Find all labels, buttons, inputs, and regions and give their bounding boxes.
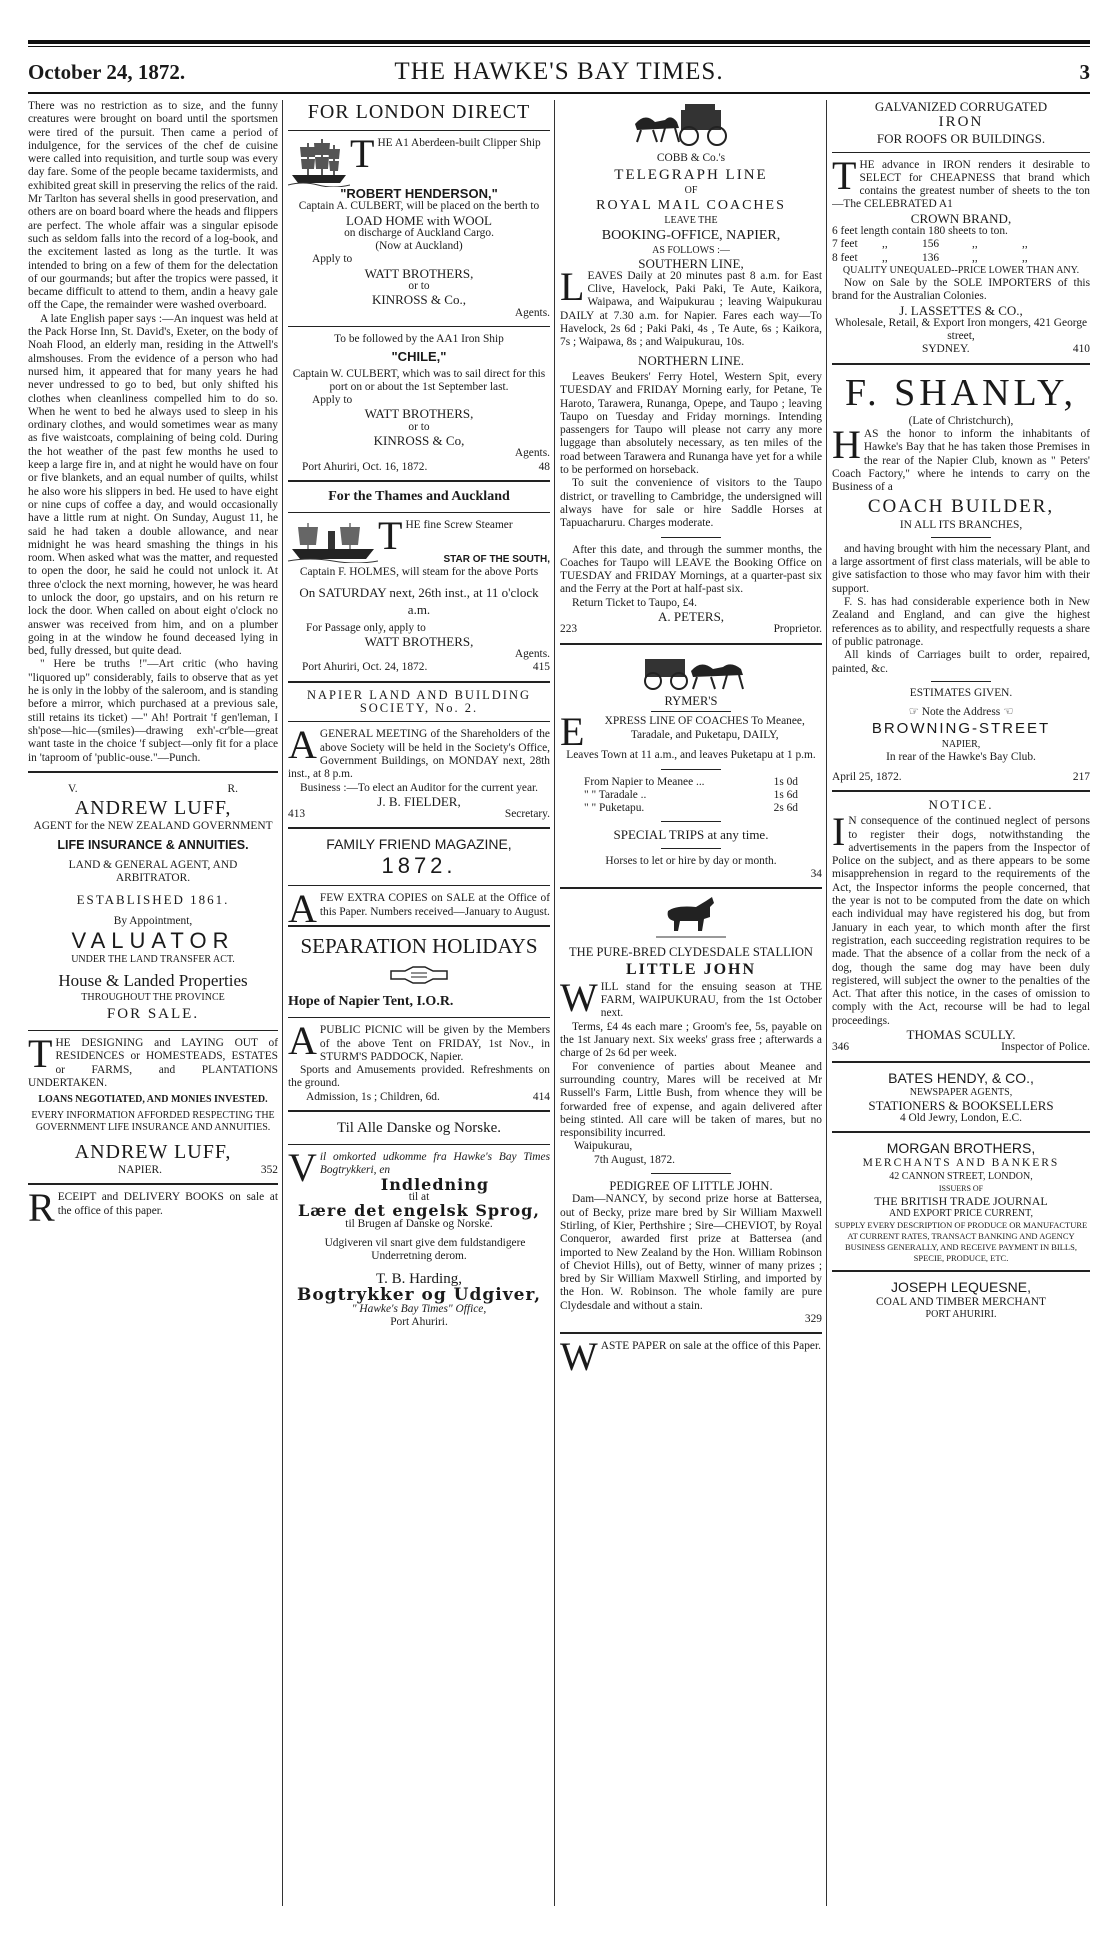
- clydesdale-terms: Terms, £4 4s each mare ; Groom's fee, 5s, payable on the 1st January next. Six weeks' grass free ; afterwards a charge of 2s 6d per week.: [560, 1020, 822, 1060]
- cobb-telegraph: TELEGRAPH LINE: [614, 166, 768, 183]
- pointing-hand-icon: ☜: [1003, 706, 1014, 719]
- shanly-napier: NAPIER,: [941, 739, 981, 751]
- fare-route: From Napier to Meanee ...: [584, 775, 705, 788]
- notice-advert: [832, 798, 1090, 1055]
- advert-number: 34: [810, 867, 822, 880]
- top-rule: [28, 40, 1090, 44]
- thames-ship-name: STAR OF THE SOUTH,: [443, 553, 550, 565]
- clydesdale-convenience: For convenience of parties about Meanee and surrounding country, Mares will be received at Mr Russell's Farm, Little Bush, from whence they will be forwarded free of expense, and again delivered after being stinted. All care will be taken of mares, but no responsibility incurred.: [560, 1060, 822, 1140]
- separation-text: PUBLIC PICNIC will be given by the Members of the above Tent on FRIDAY, 1st Nov., in STURM'S PADDOCK, Napier.: [319, 1024, 550, 1063]
- cobb-proprietor: Proprietor.: [773, 623, 822, 636]
- divider: [560, 1332, 822, 1334]
- luff-under: UNDER THE LAND TRANSFER ACT.: [71, 953, 235, 965]
- luff-name-2: ANDREW LUFF,: [74, 1141, 232, 1164]
- sailing-ship-icon: [288, 137, 350, 187]
- drop-cap: W: [560, 1334, 598, 1380]
- iron-cell: ,,: [972, 238, 978, 251]
- shanly-estimates: ESTIMATES GIVEN.: [909, 686, 1013, 699]
- luff-designing: [28, 1030, 278, 1090]
- london-watt: WATT BROTHERS,: [364, 265, 474, 281]
- drop-cap: W: [560, 974, 598, 1020]
- drop-cap: T: [378, 512, 403, 558]
- thames-for: For Passage only, apply to: [306, 621, 426, 634]
- clydesdale-advert: [560, 895, 822, 1326]
- shanly-name: F. SHANLY,: [844, 371, 1077, 414]
- danske-port: Port Ahuriri.: [390, 1316, 448, 1329]
- iron-cell: 8 feet: [832, 251, 858, 264]
- danske-heading: Til Alle Danske og Norske.: [336, 1120, 502, 1137]
- separation-admission: Admission, 1s ; Children, 6d.: [306, 1090, 440, 1103]
- fare-route: " " Taradale ..: [584, 788, 647, 801]
- london-advert: [288, 100, 550, 474]
- iron-quality: QUALITY UNEQUALED--PRICE LOWER THAN ANY.: [842, 264, 1080, 276]
- advert-number: 329: [804, 1313, 822, 1325]
- building-heading: NAPIER LAND AND BUILDING SOCIETY, No. 2.: [306, 687, 532, 716]
- shanly-text: AS the honor to inform the inhabitants of Hawke's Bay that he has taken those Premises in the rear of the Napier Club, known as " Peters' Coach Factory," where he intends to carry on the Business of a: [832, 428, 1090, 494]
- rymer-special: SPECIAL TRIPS at any time.: [613, 827, 769, 843]
- lequesne-coal: COAL AND TIMBER MERCHANT: [876, 1295, 1046, 1308]
- divider: [661, 769, 721, 770]
- iron-heading: GALVANIZED CORRUGATED: [874, 100, 1048, 114]
- stagecoach-icon: [560, 651, 822, 695]
- article-paragraph: A late English paper says :—An inquest was held at the Pack Horse Inn, St. David's, Exeter, on the body of Noah Flood, an elderly man, residing in the Attwell's almshouses. From the evidence of a person who had nursed him, it appeared that for many years he had never undressed to go to bed, but only shifted his clothes when cleanliness compelled him to do so. When he went to bed he always used to sleep in his ordinary clothes, and would sometimes wear as many as five waistcoats, complaining of being cold. During the hot weather of the past few months he used to keep a large fire in, and at night he would have on four or five blankets, and an equal number of quilts, whilst he also wore his slippers in bed. He used to have eight or nine cups of coffee a day, and would occasionally have a little rum at night. On Sunday, August 11, he said he had taken a double allowance, and near midnight he was heard smashing the things in his room. When asked what was the matter, and requested to open the door, he said he could not unlock it. At three o'clock the next morning, however, he was heard to unlock the door, go upstairs, and on his return re lock the door. When called on about eight o'clock no answer was received from him, and on a plumber going in at the window he found deceased lying in bed, fully dressed, but quite dead.: [28, 312, 278, 658]
- danske-til: til at: [408, 1190, 430, 1203]
- divider: [832, 152, 1090, 153]
- danske-office: " Hawke's Bay Times" Office,: [351, 1302, 487, 1315]
- receipt-text: ECEIPT and DELIVERY BOOKS on sale at the office of this paper.: [57, 1191, 278, 1217]
- iron-sydney: SYDNEY.: [922, 343, 970, 356]
- clydesdale-pedigree-text: Dam—NANCY, by second prize horse at Battersea, out of Becky, prize mare bred by Sir William Maxwell Stirling, of Kier, Perthshire ; Sire—CHEVIOT, by Royal Conqueror, awarded first prize at Battersea (and imported to New Zealand by the Hon. William Robinson of Cheviot Hills), out of Betty, winner of many prizes ; bred by Sir William Maxwell Stirling, and imported by the Hon. W. Robinson. The whole family are pure Clydesdale and without a stain.: [560, 1193, 822, 1312]
- building-text: GENERAL MEETING of the Shareholders of the above Society will be held in the Society's Office, Government Buildings, on MONDAY next, 28th inst., at 8 p.m.: [288, 728, 550, 781]
- royal-v: V.: [68, 782, 78, 795]
- fare-price: 2s 6d: [773, 802, 798, 815]
- rymer-horses: Horses to let or hire by day or month.: [605, 854, 777, 867]
- family-heading: FAMILY FRIEND MAGAZINE,: [326, 836, 512, 853]
- iron-cell: ,,: [972, 251, 978, 264]
- article-paragraph: " Here be truths !"—Art critic (who having "liquored up" considerably, fails to observe that as yet he is only in the lobby of the saleroom, and is standing before a mirror, which purchased at a previous sale, still retains its ticket) —" Ah! Portrait 'f gen'leman, I sh'pose—hic—(smiles)—drawing exh'-cr'ble—great want taste in the choice 'f subject—only fit for a place in 'taproom of 'public-ouse."—Punch.: [28, 658, 278, 764]
- iron-cell: 156: [922, 238, 940, 251]
- london-port-date: Port Ahuriri, Oct. 16, 1872.: [302, 460, 428, 473]
- iron-cell: ,,: [882, 238, 888, 251]
- divider: [651, 711, 731, 712]
- thames-watt: WATT BROTHERS,: [364, 633, 474, 649]
- lequesne-name: JOSEPH LEQUESNE,: [890, 1278, 1032, 1295]
- danske-advert: [288, 1118, 550, 1329]
- cobb-of: OF: [684, 184, 698, 196]
- steamer-icon: [288, 519, 378, 563]
- london-followed: To be followed by the AA1 Iron Ship: [334, 332, 504, 345]
- london-captain: Captain A. CULBERT, will be placed on the berth to: [298, 200, 540, 213]
- divider: [28, 1183, 278, 1185]
- advert-number: 352: [260, 1164, 278, 1177]
- iron-crown: CROWN BRAND,: [910, 210, 1012, 226]
- divider: [28, 771, 278, 773]
- advert-number: 415: [532, 661, 550, 674]
- divider: [931, 681, 991, 682]
- divider: [661, 821, 721, 822]
- cobb-return: Return Ticket to Taupo, £4.: [572, 596, 697, 609]
- fare-row: [584, 776, 798, 789]
- shanly-having: and having brought with him the necessary Plant, and a large assortment of first class materials, will be able to give satisfaction to those who may favor him with their support.: [832, 542, 1090, 595]
- clydesdale-place: Waipukurau,: [574, 1140, 633, 1153]
- drop-cap: T: [350, 131, 375, 176]
- advert-number: 346: [832, 1041, 850, 1054]
- london-intro: HE A1 Aberdeen-built Clipper Ship: [377, 137, 541, 149]
- top-rule-thin: [28, 46, 1090, 47]
- thames-on: On SATURDAY next, 26th inst., at 11 o'clock a.m.: [299, 584, 539, 617]
- thames-advert: [288, 488, 550, 675]
- london-now: (Now at Auckland): [375, 240, 463, 253]
- fare-row: [584, 802, 798, 815]
- cobb-name: COBB & Co.'s: [656, 152, 726, 165]
- luff-established: ESTABLISHED 1861.: [76, 892, 230, 908]
- morgan-merchants: MERCHANTS AND BANKERS: [862, 1157, 1060, 1170]
- shanly-rear: In rear of the Hawke's Bay Club.: [886, 751, 1036, 764]
- masthead-rule: [28, 92, 1090, 94]
- advert-number: 217: [1072, 770, 1090, 783]
- column-rule: [554, 100, 555, 1906]
- article-paragraph: There was no restriction as to size, and the funny creatures were brought on board until the sportsmen were tired of the pursuit. Then came a period of indulgence, for the services of the chef de cuisine were called into requisition, and turtle soup was every day fare. Some of the people became taxidermists, and exhibited great skill in preserving the relics of the raid. Mr Tarlton has several shells in good preservation, and others are on board board where the heads and flippers are perfect. The whole affair was a singular episode such as seldom falls into the record of a log-book, and the excitement lasted as long as the turtle. It was intended to bring on a few of them for the delectation of our gourmands; but after the tropics were passed, it became difficult to attend to them, andin a heavy gale off the Cape, the remainder were washed overboard.: [28, 100, 278, 312]
- rymer-name: RYMER'S: [664, 693, 718, 708]
- morgan-name: MORGAN BROTHERS,: [886, 1140, 1036, 1157]
- horse-icon: [560, 895, 822, 945]
- chile-agents: Agents.: [514, 447, 550, 460]
- chile-apply: Apply to: [312, 394, 353, 407]
- iron-cell: ,,: [1022, 251, 1028, 264]
- shanly-date: April 25, 1872.: [832, 770, 902, 783]
- iron-cell: 136: [922, 251, 940, 264]
- divider: [288, 1110, 550, 1112]
- danske-bogtrykker: Bogtrykker og Udgiver,: [296, 1285, 542, 1306]
- iron-cell: ,,: [882, 251, 888, 264]
- danske-brugen: til Brugen af Danske og Norske.: [345, 1217, 493, 1230]
- chile-ship-name: "CHILE,": [391, 349, 447, 365]
- cobb-booking: BOOKING-OFFICE, NAPIER,: [601, 227, 781, 243]
- building-advert: [288, 689, 550, 822]
- column-3: [560, 100, 822, 1906]
- column-4: [832, 100, 1090, 1906]
- cobb-peters: A. PETERS,: [657, 609, 725, 625]
- pointing-hand-icon: ☞: [908, 706, 919, 719]
- luff-life: LIFE INSURANCE & ANNUITIES.: [57, 838, 249, 853]
- iron-text: HE advance in IRON renders it desirable to SELECT for CHEAPNESS that brand which contains the greatest number of sheets to the ton—The CELEBRATED A1: [832, 158, 1090, 211]
- column-2: [288, 100, 550, 1906]
- newspaper-title: THE HAWKE'S BAY TIMES.: [394, 58, 724, 85]
- morgan-journal: THE BRITISH TRADE JOURNAL: [874, 1193, 1048, 1208]
- cobb-as-follows: AS FOLLOWS :—: [652, 244, 730, 256]
- divider: [28, 1030, 278, 1031]
- london-kinross: KINROSS & Co.,: [372, 292, 466, 308]
- divider: [288, 721, 550, 722]
- shanly-note: Note the Address: [921, 706, 1001, 719]
- royal-r: R.: [227, 782, 238, 795]
- divider: [661, 537, 721, 538]
- clydesdale-heading: THE PURE-BRED CLYDESDALE STALLION: [569, 944, 813, 959]
- cobb-northern: NORTHERN LINE.: [637, 352, 745, 368]
- drop-cap: A: [288, 1018, 317, 1064]
- bates-addr: 4 Old Jewry, London, E.C.: [899, 1111, 1022, 1124]
- notice-heading: NOTICE.: [928, 796, 994, 812]
- family-text: FEW EXTRA COPIES on SALE at the Office of this Paper. Numbers received—January to August.: [319, 892, 550, 918]
- fare-price: 1s 0d: [773, 775, 798, 788]
- danske-text: il omkorted udkomme fra Hawke's Bay Times Bogtrykkeri, en: [319, 1151, 550, 1177]
- advert-number: 413: [288, 808, 306, 821]
- rymer-leaves: Leaves Town at 11 a.m., and leaves Puketapu at 1 p.m.: [566, 749, 816, 762]
- luff-land: LAND & GENERAL AGENT, AND ARBITRATOR.: [68, 858, 238, 885]
- masthead: [28, 60, 1090, 90]
- bates-name: BATES HENDY, & CO.,: [888, 1069, 1034, 1086]
- shanly-browning: BROWNING-STREET: [871, 720, 1051, 738]
- chile-kinross: KINROSS & Co,: [373, 433, 465, 449]
- fare-price: 1s 6d: [773, 788, 798, 801]
- drop-cap: E: [560, 709, 585, 755]
- cobb-southern: SOUTHERN LINE,: [638, 255, 744, 271]
- danske-laere: Lære det engelsk Sprog,: [298, 1201, 540, 1221]
- luff-designing-text: HE DESIGNING and LAYING OUT of RESIDENCES or HOMESTEADS, ESTATES or FARMS, and PLANTATIONS UNDERTAKEN.: [28, 1036, 278, 1089]
- luff-for-sale: FOR SALE.: [106, 1005, 200, 1022]
- clydesdale-date: 7th August, 1872.: [594, 1153, 676, 1166]
- bates-advert: [832, 1069, 1090, 1126]
- danske-indledning: Indledning: [380, 1174, 490, 1194]
- divider: [651, 1173, 731, 1174]
- notice-text: N consequence of the continued neglect of persons to register their dogs, notwithstanding the advertisements in the papers from the Inspector of Police on the subject, and as there appears to be some misapprehension in regard to the requirements of the Act, the Inspector informs the people concerned, that the year is not to be computed from the date on which each individual may have registered his dog, but from January in each year, to which month after the first registration, each succeeding registration requires to be made. That the absence of a collar from the neck of a dog, though the same dog may have been duly registered, will subject the owner to the penalties of the Act. That after this notice, in the cases of omission to comply with the Act, recourse will be had to legal proceedings.: [832, 815, 1090, 1027]
- divider: [288, 681, 550, 683]
- shanly-fs: F. S. has had considerable experience both in New Zealand and England, and can give the highest references as to ability, and respectfully requests a share of public patronage.: [832, 596, 1090, 648]
- shanly-all: All kinds of Carriages built to order, repaired, painted, &c.: [832, 649, 1090, 675]
- cobb-royal: ROYAL MAIL COACHES: [596, 197, 786, 213]
- iron-rows: [832, 238, 1090, 265]
- luff-name: ANDREW LUFF,: [74, 797, 232, 820]
- iron-iron: IRON: [938, 114, 984, 131]
- drop-cap: T: [832, 152, 857, 198]
- divider: [832, 1270, 1090, 1272]
- london-load: LOAD HOME with WOOL: [346, 212, 492, 228]
- london-agents: Agents.: [514, 306, 550, 319]
- drop-cap: V: [288, 1145, 317, 1191]
- rymer-text: XPRESS LINE OF COACHES To Meanee, Taradale, and Puketapu, DAILY,: [604, 715, 805, 741]
- iron-advert: [832, 100, 1090, 357]
- morgan-addr: 42 CANNON STREET, LONDON,: [889, 1170, 1033, 1182]
- london-or: or to: [408, 280, 430, 293]
- thames-captain: Captain F. HOLMES, will steam for the above Ports: [299, 566, 539, 579]
- waste-text: ASTE PAPER on sale at the office of this Paper.: [600, 1340, 821, 1353]
- fare-row: [584, 789, 798, 802]
- building-business: Business :—To elect an Auditor for the current year.: [300, 781, 539, 794]
- lequesne-advert: [832, 1278, 1090, 1321]
- divider: [288, 1144, 550, 1145]
- advert-number: 223: [560, 623, 578, 636]
- clydesdale-pedigree: PEDIGREE OF LITTLE JOHN.: [609, 1179, 773, 1194]
- cobb-after: After this date, and through the summer months, the Coaches for Taupo will LEAVE the Booking Office on TUESDAY and FRIDAY Mornings, at a quarter-past six and the Ferry at the Port at half-past six.: [560, 543, 822, 596]
- divider: [288, 326, 550, 327]
- luff-throughout: THROUGHOUT THE PROVINCE: [81, 991, 225, 1003]
- issue-date: October 24, 1872.: [28, 60, 186, 84]
- thames-agents: Agents.: [514, 648, 550, 661]
- drop-cap: H: [832, 422, 861, 468]
- separation-heading: SEPARATION HOLIDAYS: [300, 933, 538, 958]
- luff-loans: LOANS NEGOTIATED, AND MONIES INVESTED.: [38, 1094, 268, 1106]
- cobb-south-text: EAVES Daily at 20 minutes past 8 a.m. for East Clive, Havelock, Paki Paki, Te Aute, Kaikora, Waipawa, and Waipukurau ; leaving Waipukurau DAILY at 7.30 a.m. for Napier. Fares each way—To Havelock, 2s 6d ; Paki Paki, 4s , Te Aute, 6s ; Kaikora, 7s ; Waipawa, 8s ; and Waipukurau, 10s.: [560, 269, 822, 349]
- clydesdale-text: ILL stand for the ensuing season at THE FARM, WAIPUKURAU, from the 1st October next.: [600, 980, 822, 1020]
- divider: [288, 925, 550, 927]
- page-number: 3: [1079, 60, 1090, 84]
- morgan-export: AND EXPORT PRICE CURRENT,: [888, 1207, 1034, 1219]
- column-rule: [282, 100, 283, 1906]
- advert-number: 414: [532, 1090, 550, 1103]
- divider: [288, 885, 550, 886]
- rymer-advert: [560, 651, 822, 882]
- cobb-suit: To suit the convenience of visitors to the Taupo district, or travelling to Cambridge, the undersigned will always have for sale or hire Saddle Horses at Tapuacharuru. Charges moderate.: [560, 477, 822, 530]
- bates-stationers: STATIONERS & BOOKSELLERS: [868, 1097, 1054, 1113]
- morgan-supply: SUPPLY EVERY DESCRIPTION OF PRODUCE OR MANUFACTURE AT CURRENT RATES, TRANSACT BANKING AND AGENCY BUSINESS GENERALLY, AND RECEIVE PAYMENT IN BILLS, SPECIE, PRODUCE, ETC.: [834, 1219, 1088, 1263]
- waste-advert: [560, 1334, 822, 1380]
- stagecoach-icon: [560, 100, 822, 152]
- cobb-leave: LEAVE THE: [664, 214, 718, 226]
- family-year: 1872.: [381, 853, 457, 879]
- column-1: [28, 100, 278, 1906]
- cobb-north-text: Leaves Beukers' Ferry Hotel, Western Spit, every TUESDAY and FRIDAY Morning early, for Petane, Te Haroto, Tarawera, Runanga, Opepe, and Taupo ; leaving Taupo on Tuesday and Friday mornings. Intending passengers for Taupo will please not carry any more luggage than absolutely necessary, as ten miles of the road between Tarawera and Runanga have yet for a while to be performed on horseback.: [560, 370, 822, 477]
- divider: [288, 1017, 550, 1018]
- danske-udgiveren: Udgiveren vil snart give dem fuldstandigere Underretning derom.: [324, 1236, 526, 1263]
- thames-heading: For the Thames and Auckland: [328, 488, 510, 504]
- divider: [288, 130, 550, 131]
- family-advert: [288, 835, 550, 932]
- advert-number: 410: [1072, 343, 1090, 356]
- iron-cell: ,,: [1022, 238, 1028, 251]
- luff-every: EVERY INFORMATION AFFORDED RESPECTING THE GOVERNMENT LIFE INSURANCE AND ANNUITIES.: [31, 1110, 275, 1134]
- divider: [288, 512, 550, 513]
- danske-harding: T. B. Harding,: [376, 1271, 462, 1288]
- column-rule: [826, 100, 827, 1906]
- luff-advert: [28, 783, 278, 1178]
- thames-port-date: Port Ahuriri, Oct. 24, 1872.: [302, 661, 428, 674]
- london-ship-name: "ROBERT HENDERSON,": [340, 186, 498, 201]
- divider: [288, 827, 550, 829]
- iron-sheets: 6 feet length contain 180 sheets to ton.: [832, 225, 1008, 238]
- building-secretary: Secretary.: [504, 808, 550, 821]
- separation-advert: [288, 933, 550, 1104]
- london-heading: FOR LONDON DIRECT: [307, 101, 531, 123]
- divider: [832, 363, 1090, 365]
- chile-captain: Captain W. CULBERT, which was to sail direct for this port on or about the 1st September last.: [292, 367, 546, 393]
- fare-route: " " Puketapu.: [584, 802, 645, 815]
- notice-scully: THOMAS SCULLY.: [906, 1027, 1016, 1043]
- iron-row: [832, 238, 1090, 251]
- cobb-advert: [560, 100, 822, 637]
- divider: [288, 480, 550, 482]
- shanly-advert: [832, 371, 1090, 784]
- luff-valuator: VALUATOR: [71, 927, 235, 953]
- bates-news: NEWSPAPER AGENTS,: [909, 1086, 1013, 1098]
- drop-cap: A: [288, 886, 317, 932]
- divider: [832, 1061, 1090, 1063]
- lequesne-port: PORT AHURIRI.: [925, 1309, 997, 1321]
- separation-sports: Sports and Amusements provided. Refreshments on the ground.: [288, 1064, 550, 1090]
- morgan-advert: [832, 1139, 1090, 1264]
- shanly-coach: COACH BUILDER,: [867, 495, 1055, 517]
- luff-house: House & Landed Properties: [58, 970, 248, 990]
- divider: [560, 887, 822, 889]
- drop-cap: R: [28, 1185, 55, 1231]
- clydesdale-name: LITTLE JOHN: [625, 960, 757, 978]
- divider: [931, 537, 991, 538]
- separation-hope: Hope of Napier Tent, I.O.R.: [288, 994, 454, 1010]
- divider: [832, 790, 1090, 792]
- drop-cap: A: [288, 722, 317, 768]
- iron-cell: 7 feet: [832, 238, 858, 251]
- shanly-late: (Late of Christchurch),: [908, 414, 1014, 427]
- divider: [832, 1131, 1090, 1133]
- luff-appointment: By Appointment,: [113, 914, 193, 927]
- receipt-advert: [28, 1185, 278, 1231]
- shanly-branches: IN ALL ITS BRANCHES,: [899, 518, 1023, 531]
- london-apply: Apply to: [312, 253, 353, 266]
- chile-watt: WATT BROTHERS,: [364, 406, 474, 422]
- drop-cap: T: [28, 1030, 53, 1076]
- drop-cap: L: [560, 263, 585, 309]
- morgan-issuers: ISSUERS OF: [938, 1183, 984, 1193]
- iron-now: Now on Sale by the SOLE IMPORTERS of this brand for the Australian Colonies.: [832, 276, 1090, 303]
- iron-for: FOR ROOFS OR BUILDINGS.: [876, 131, 1046, 147]
- london-discharge: on discharge of Auckland Cargo.: [344, 226, 494, 239]
- luff-agent: AGENT for the NEW ZEALAND GOVERNMENT: [33, 820, 273, 833]
- iron-row: [832, 252, 1090, 265]
- chile-or: or to: [408, 420, 430, 433]
- iron-lassettes: J. LASSETTES & CO.,: [899, 302, 1023, 318]
- handshake-icon: [288, 963, 550, 989]
- advert-number: 48: [538, 460, 550, 473]
- divider: [661, 848, 721, 849]
- notice-inspector: Inspector of Police.: [1001, 1041, 1090, 1054]
- luff-napier: NAPIER.: [118, 1164, 162, 1177]
- divider: [560, 643, 822, 645]
- thames-intro: HE fine Screw Steamer: [405, 518, 513, 531]
- building-fielder: J. B. FIELDER,: [377, 793, 461, 809]
- drop-cap: I: [832, 809, 846, 855]
- rymer-fares: [560, 776, 822, 816]
- iron-wholesale: Wholesale, Retail, & Export Iron mongers, 421 George street,: [834, 316, 1088, 343]
